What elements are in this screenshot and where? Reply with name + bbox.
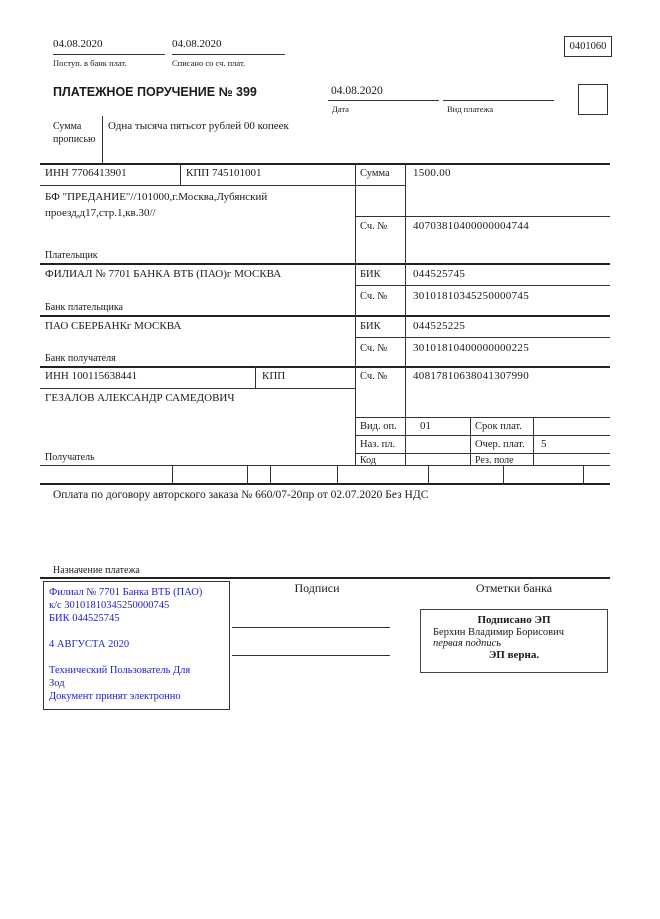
table-line bbox=[428, 465, 429, 483]
table-line bbox=[40, 163, 610, 165]
payee-section-label: Получатель bbox=[45, 452, 95, 463]
signatures-heading: Подписи bbox=[294, 581, 340, 595]
payee-kpp-label: КПП bbox=[262, 370, 286, 382]
payment-type-label: Вид платежа bbox=[447, 104, 494, 114]
payee-account: 40817810638041307990 bbox=[413, 370, 529, 382]
payee-bank-account-label: Сч. № bbox=[360, 343, 388, 354]
payer-name: БФ "ПРЕДАНИЕ"//101000,г.Москва,Лубянский проезд,д17,стр.1,кв.30// bbox=[45, 191, 268, 219]
debit-date-underline bbox=[172, 54, 285, 55]
stamp-date: 4 АВГУСТА 2020 bbox=[49, 639, 130, 650]
payee-bank-section-label: Банк получателя bbox=[45, 353, 116, 364]
debit-date-label: Списано со сч. плат. bbox=[172, 58, 246, 68]
stamp-user-line1: Технический Пользователь Для bbox=[49, 665, 191, 676]
table-line bbox=[255, 366, 256, 388]
table-line bbox=[270, 465, 271, 483]
payee-account-label: Сч. № bbox=[360, 371, 388, 382]
document-date: 04.08.2020 bbox=[331, 85, 383, 97]
esign-title: Подписано ЭП bbox=[477, 614, 551, 626]
payer-bank-bik: 044525745 bbox=[413, 268, 466, 280]
date-label: Дата bbox=[332, 104, 349, 114]
table-line bbox=[180, 163, 181, 185]
table-line bbox=[40, 366, 610, 368]
table-line bbox=[355, 435, 610, 436]
electronic-bank-stamp bbox=[43, 581, 230, 710]
bank-marks-heading: Отметки банка bbox=[475, 581, 553, 595]
payer-bank-account: 30101810345250000745 bbox=[413, 290, 529, 302]
purpose-code-label: Наз. пл. bbox=[360, 439, 396, 450]
second-signature-line bbox=[232, 655, 390, 656]
due-date-label: Срок плат. bbox=[475, 421, 522, 432]
priority-label: Очер. плат. bbox=[475, 439, 525, 450]
table-line bbox=[533, 417, 534, 465]
code-label: Код bbox=[360, 455, 376, 466]
table-line bbox=[355, 337, 610, 338]
amount-words-divider bbox=[102, 116, 103, 163]
payee-bank-bik-label: БИК bbox=[360, 321, 381, 332]
esign-signer: Берхин Владимир Борисович bbox=[433, 627, 564, 638]
table-line bbox=[337, 465, 338, 483]
table-line bbox=[40, 388, 355, 389]
table-line bbox=[405, 163, 406, 465]
stamp-status: Документ принят электронно bbox=[49, 691, 181, 702]
date-underline bbox=[328, 100, 439, 101]
table-line bbox=[503, 465, 504, 483]
first-signature-line bbox=[232, 627, 390, 628]
stamp-user-line2: Зод bbox=[49, 678, 65, 689]
op-type-value: 01 bbox=[420, 420, 431, 432]
table-line bbox=[40, 263, 610, 265]
table-line bbox=[40, 465, 610, 466]
table-line bbox=[355, 216, 610, 217]
payer-account: 40703810400000004744 bbox=[413, 220, 529, 232]
payer-inn: ИНН 7706413901 bbox=[45, 167, 127, 179]
payment-type-underline bbox=[443, 100, 554, 101]
payer-kpp: КПП 745101001 bbox=[186, 167, 262, 179]
receipt-date-label: Поступ. в банк плат. bbox=[53, 58, 127, 68]
table-line bbox=[40, 185, 405, 186]
payer-bank-account-label: Сч. № bbox=[360, 291, 388, 302]
payer-bank-bik-label: БИК bbox=[360, 269, 381, 280]
amount-label: Сумма bbox=[360, 168, 390, 179]
status-checkbox bbox=[578, 84, 608, 115]
form-code: 0401060 bbox=[569, 41, 607, 52]
table-line bbox=[355, 417, 610, 418]
payee-name: ГЕЗАЛОВ АЛЕКСАНДР САМЕДОВИЧ bbox=[45, 392, 235, 404]
op-type-label: Вид. оп. bbox=[360, 421, 397, 432]
esignature-stamp bbox=[420, 609, 608, 673]
table-line bbox=[355, 163, 356, 465]
receipt-date-underline bbox=[53, 54, 165, 55]
table-line bbox=[470, 417, 471, 465]
stamp-bik: БИК 044525745 bbox=[49, 613, 120, 624]
payee-bank-name: ПАО СБЕРБАНКг МОСКВА bbox=[45, 320, 182, 332]
stamp-bank-name: Филиал № 7701 Банка ВТБ (ПАО) bbox=[49, 587, 203, 598]
reserve-field-label: Рез. поле bbox=[475, 455, 514, 466]
payer-bank-section-label: Банк плательщика bbox=[45, 302, 123, 313]
amount-value: 1500.00 bbox=[413, 167, 451, 179]
amount-words-label: Сумма прописью bbox=[53, 121, 96, 145]
table-line bbox=[40, 315, 610, 317]
payer-bank-name: ФИЛИАЛ № 7701 БАНКА ВТБ (ПАО)г МОСКВА bbox=[45, 268, 282, 280]
payee-bank-bik: 044525225 bbox=[413, 320, 466, 332]
payee-bank-account: 30101810400000000225 bbox=[413, 342, 529, 354]
stamp-corr-account: к/с 30101810345250000745 bbox=[49, 600, 170, 611]
table-line bbox=[40, 483, 610, 485]
priority-value: 5 bbox=[541, 438, 547, 450]
form-code-box bbox=[564, 36, 612, 57]
payee-inn: ИНН 100115638441 bbox=[45, 370, 138, 382]
payer-section-label: Плательщик bbox=[45, 250, 98, 261]
payer-account-label: Сч. № bbox=[360, 221, 388, 232]
table-line bbox=[40, 577, 610, 579]
payment-purpose-text: Оплата по договору авторского заказа № 660/07-20пр от 02.07.2020 Без НДС bbox=[53, 489, 429, 501]
table-line bbox=[355, 285, 610, 286]
table-line bbox=[583, 465, 584, 483]
page-title: ПЛАТЕЖНОЕ ПОРУЧЕНИЕ № 399 bbox=[53, 85, 257, 99]
receipt-date-value: 04.08.2020 bbox=[53, 38, 103, 50]
table-line bbox=[172, 465, 173, 483]
debit-date-value: 04.08.2020 bbox=[172, 38, 222, 50]
table-line bbox=[247, 465, 248, 483]
esign-verified: ЭП верна. bbox=[488, 649, 540, 661]
amount-words-value: Одна тысяча пятьсот рублей 00 копеек bbox=[108, 120, 289, 132]
payment-purpose-label: Назначение платежа bbox=[53, 565, 140, 576]
esign-kind: первая подпись bbox=[433, 638, 502, 649]
